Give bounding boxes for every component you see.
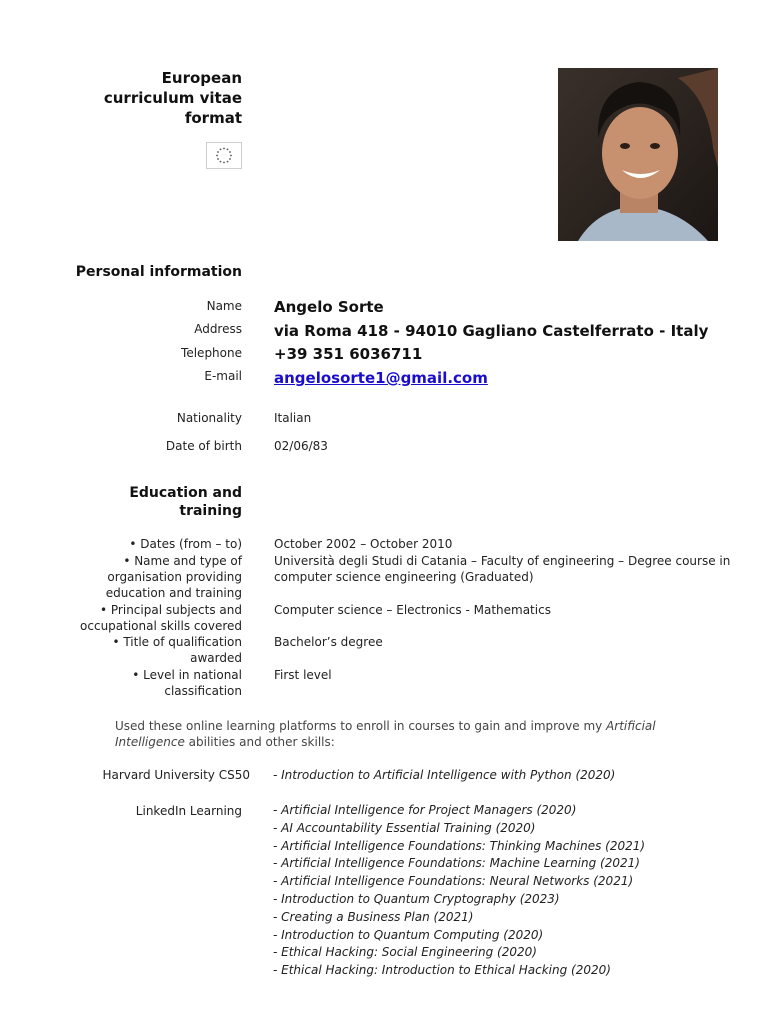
linkedin-course-list	[273, 802, 645, 980]
label-line: occupational skills covered	[80, 619, 242, 633]
intro-text-end: abilities and other skills:	[184, 735, 335, 749]
course-item: - Ethical Hacking: Introduction to Ethical Hacking (2020)	[273, 963, 611, 978]
course-item: - AI Accountability Essential Training (2020)	[273, 820, 536, 835]
date-of-birth-value: 02/06/83	[274, 439, 328, 453]
email-label: E-mail	[204, 369, 242, 383]
course-item: - Artificial Intelligence for Project Managers (2020)	[273, 803, 577, 817]
course-item: - Ethical Hacking: Social Engineering (2020)	[273, 945, 537, 960]
course-item: - Creating a Business Plan (2021)	[273, 909, 474, 924]
heading-line: Education and	[129, 485, 242, 501]
date-of-birth-label: Date of birth	[165, 439, 242, 453]
harvard-course	[273, 767, 615, 785]
profile-photo	[558, 68, 718, 241]
label-line: • Title of qualification	[112, 635, 242, 649]
nationality-value: Italian	[274, 411, 312, 425]
level-value: First level	[274, 668, 332, 682]
label-line: classification	[164, 684, 242, 698]
label-line: organisation providing	[107, 570, 242, 584]
course-item: - Artificial Intelligence Foundations: Neural Networks (2021)	[273, 874, 634, 889]
nationality-label: Nationality	[176, 411, 242, 425]
qualification-value: Bachelor’s degree	[274, 635, 383, 649]
linkedin-label: LinkedIn Learning	[135, 804, 242, 818]
subjects-label	[42, 602, 242, 634]
value-line: computer science engineering (Graduated)	[274, 570, 534, 584]
eu-flag-icon	[206, 142, 242, 169]
address-value: via Roma 418 - 94010 Gagliano Castelferrato - Italy	[274, 322, 709, 340]
label-line: education and training	[105, 586, 242, 600]
subjects-value: Computer science – Electronics - Mathematics	[274, 603, 551, 617]
organisation-value	[274, 553, 734, 585]
telephone-value: +39 351 6036711	[274, 345, 423, 363]
heading-line: training	[179, 503, 242, 519]
course-item: - Introduction to Quantum Computing (2020)	[273, 927, 544, 942]
cv-format-title	[22, 68, 242, 128]
personal-information-heading: Personal information	[75, 264, 242, 280]
level-label	[42, 667, 242, 699]
telephone-label: Telephone	[181, 346, 242, 360]
label-line: awarded	[190, 651, 242, 665]
course-item: - Artificial Intelligence Foundations: Thinking Machines (2021)	[273, 838, 646, 853]
intro-emphasis: Artificial Intelligence	[115, 719, 656, 749]
name-label: Name	[206, 299, 242, 313]
email-link[interactable]: angelosorte1@gmail.com	[274, 369, 488, 387]
intro-text: Used these online learning platforms to enroll in courses to gain and improve my	[115, 719, 607, 733]
course-item: - Artificial Intelligence Foundations: Machine Learning (2021)	[273, 856, 640, 871]
label-line: • Principal subjects and	[100, 603, 242, 617]
address-label: Address	[194, 322, 242, 336]
education-training-heading	[22, 484, 242, 520]
title-line: format	[184, 109, 242, 127]
online-learning-intro	[115, 718, 675, 750]
harvard-label: Harvard University CS50	[102, 768, 250, 782]
dates-value: October 2002 – October 2010	[274, 537, 453, 551]
name-value: Angelo Sorte	[274, 298, 384, 316]
course-item: - Introduction to Quantum Cryptography (2023)	[273, 891, 560, 906]
title-line: curriculum vitae	[103, 89, 242, 107]
qualification-label	[42, 634, 242, 666]
course-item: - Introduction to Artificial Intelligence with Python (2020)	[273, 768, 616, 782]
label-line: • Name and type of	[123, 554, 242, 568]
label-line: • Level in national	[132, 668, 242, 682]
organisation-label	[42, 553, 242, 601]
value-line: Università degli Studi di Catania – Faculty of engineering – Degree course in	[274, 554, 731, 568]
dates-label: • Dates (from – to)	[129, 537, 242, 551]
title-line: European	[161, 69, 242, 87]
